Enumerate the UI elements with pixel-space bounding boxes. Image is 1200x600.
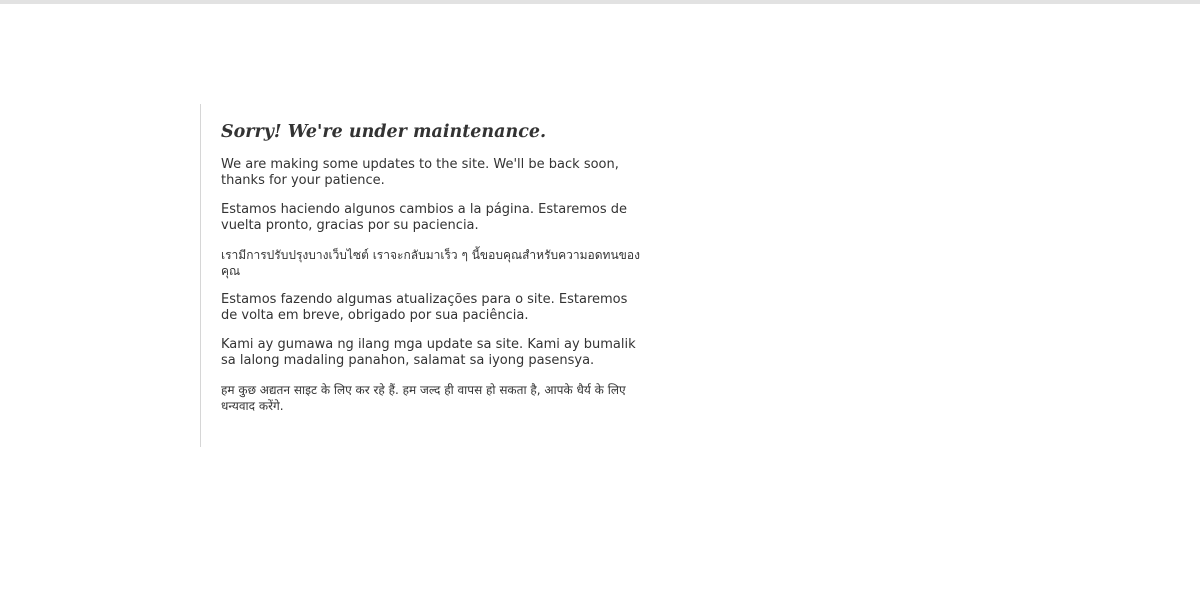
message-spanish: Estamos haciendo algunos cambios a la página. Estaremos de vuelta pronto, gracias por su paciencia. [221,202,628,233]
message-hindi: हम कुछ अद्यतन साइट के लिए कर रहे हैं. हम जल्द ही वापस हो सकता है, आपके धैर्य के लिए धन्यवाद करेंगे. [221,383,626,413]
message-filipino: Kami ay gumawa ng ilang mga update sa site. Kami ay bumalik sa lalong madaling panahon, salamat sa iyong pasensya. [221,337,636,368]
message-portuguese: Estamos fazendo algumas atualizações para o site. Estaremos de volta em breve, obrigado por sua paciência. [221,292,628,323]
message-thai: เรามีการปรับปรุงบางเว็บไซต์ เราจะกลับมาเร็ว ๆ นี้ขอบคุณสำหรับความอดทนของคุณ [221,248,640,278]
message-english: We are making some updates to the site. We'll be back soon, thanks for your patience. [221,157,619,188]
top-border [0,0,1200,4]
page-title: Sorry! We're under maintenance. [221,122,547,142]
maintenance-panel [200,104,641,447]
